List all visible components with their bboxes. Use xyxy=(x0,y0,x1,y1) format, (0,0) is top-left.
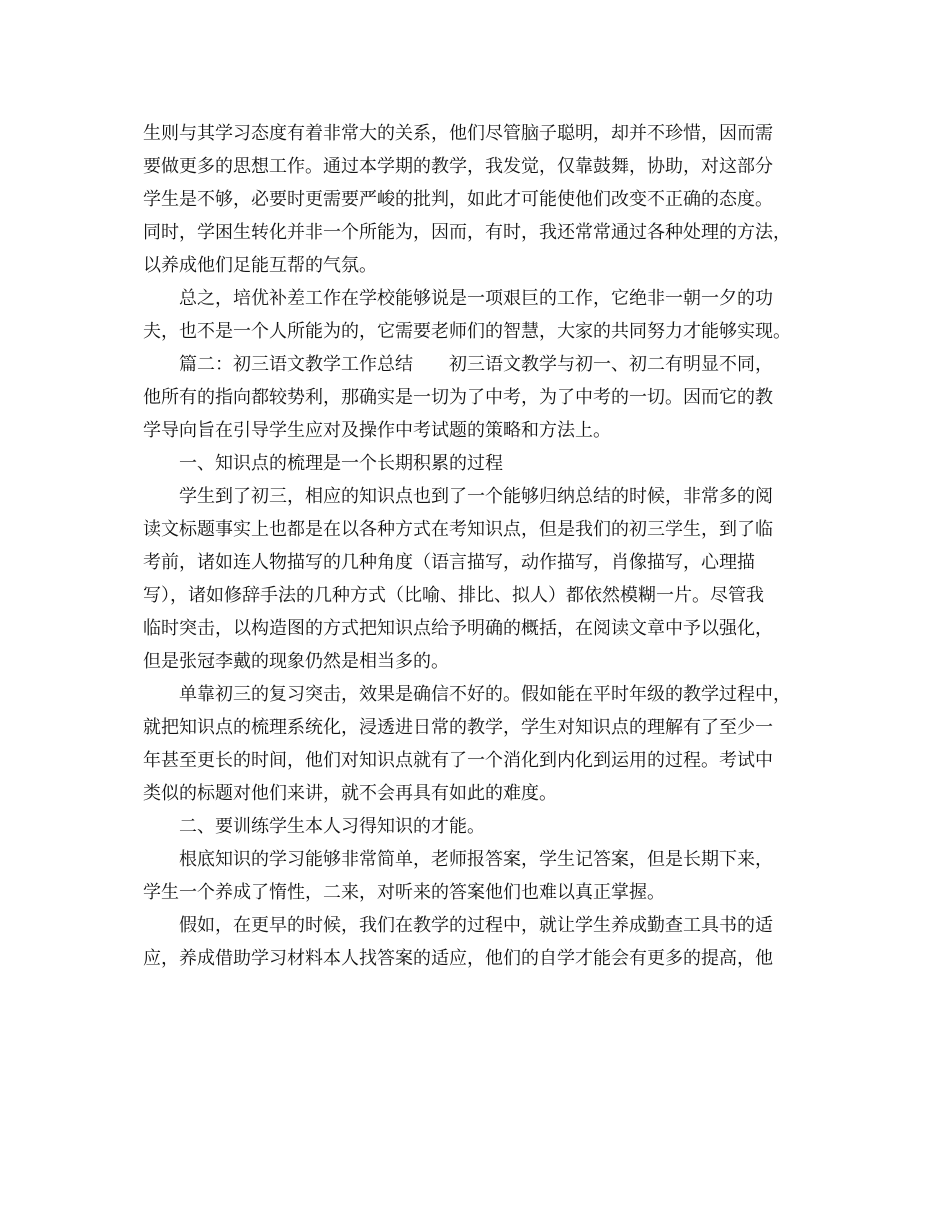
text-line: 读文标题事实上也都是在以各种方式在考知识点，但是我们的初三学生，到了临 xyxy=(143,519,773,540)
text-line: 临时突击，以构造图的方式把知识点给予明确的概括，在阅读文章中予以强化， xyxy=(143,618,773,639)
text-line: 类似的标题对他们来讲，就不会再具有如此的难度。 xyxy=(143,783,557,804)
body-text xyxy=(143,117,813,975)
text-line: 单靠初三的复习突击，效果是确信不好的。假如能在平时年级的教学过程中， xyxy=(179,684,791,705)
text-line: 生则与其学习态度有着非常大的关系，他们尽管脑子聪明，却并不珍惜，因而需 xyxy=(143,123,773,144)
text-line: 根底知识的学习能够非常简单，老师报答案，学生记答案，但是长期下来， xyxy=(179,849,773,870)
text-line: 就把知识点的梳理系统化，浸透进日常的教学，学生对知识点的理解有了至少一 xyxy=(143,717,773,738)
text-line: 年甚至更长的时间，他们对知识点就有了一个消化到内化到运用的过程。考试中 xyxy=(143,750,773,771)
text-line: 学生是不够，必要时更需要严峻的批判，如此才可能使他们改变不正确的态度。 xyxy=(143,189,773,210)
text-line: 以养成他们足能互帮的气氛。 xyxy=(143,255,377,276)
text-line: 学生到了初三，相应的知识点也到了一个能够归纳总结的时候，非常多的阅 xyxy=(179,486,773,507)
text-line: 他所有的指向都较势利，那确实是一切为了中考，为了中考的一切。因而它的教 xyxy=(143,387,773,408)
text-line: 要做更多的思想工作。通过本学期的教学，我发觉，仅靠鼓舞，协助，对这部分 xyxy=(143,156,773,177)
subheading-line: 一、知识点的梳理是一个长期积累的过程 xyxy=(179,453,503,474)
text-line: 同时，学困生转化并非一个所能为，因而，有时，我还常常通过各种处理的方法， xyxy=(143,222,791,243)
text-line: 写），诸如修辞手法的几种方式（比喻、排比、拟人）都依然模糊一片。尽管我 xyxy=(143,585,764,606)
text-line: 学生一个养成了惰性，二来，对听来的答案他们也难以真正掌握。 xyxy=(143,882,665,903)
text-line: 应，养成借助学习材料本人找答案的适应，他们的自学才能会有更多的提高，他 xyxy=(143,948,773,969)
text-line: 夫，也不是一个人所能为的，它需要老师们的智慧，大家的共同努力才能够实现。 xyxy=(143,321,791,342)
text-line: 假如，在更早的时候，我们在教学的过程中，就让学生养成勤查工具书的适 xyxy=(179,915,773,936)
section-title-line: 篇二：初三语文教学工作总结 初三语文教学与初一、初二有明显不同， xyxy=(179,354,773,375)
text-line: 考前，诸如连人物描写的几种角度（语言描写，动作描写，肖像描写，心理描 xyxy=(143,552,755,573)
subheading-line: 二、要训练学生本人习得知识的才能。 xyxy=(179,816,485,837)
text-line: 学导向旨在引导学生应对及操作中考试题的策略和方法上。 xyxy=(143,420,611,441)
text-line: 总之，培优补差工作在学校能够说是一项艰巨的工作，它绝非一朝一夕的功 xyxy=(179,288,773,309)
text-line: 但是张冠李戴的现象仍然是相当多的。 xyxy=(143,651,449,672)
